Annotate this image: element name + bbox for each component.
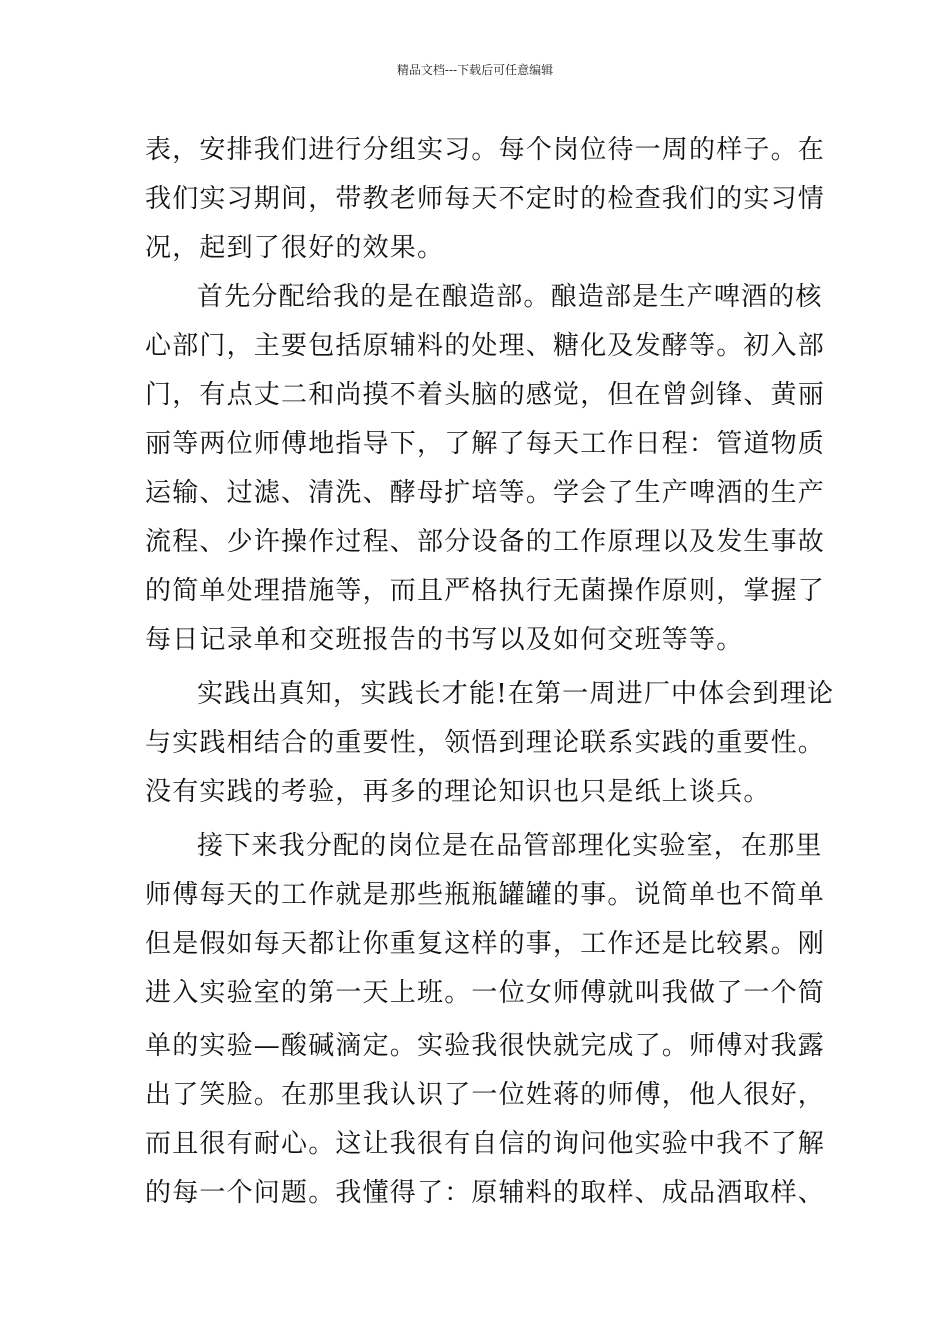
text-line: 我们实习期间，带教老师每天不定时的检查我们的实习情 <box>145 184 826 214</box>
paragraph-first-line: 首先分配给我的是在酿造部。酿造部是生产啤酒的核 <box>197 282 823 312</box>
text-line: 心部门，主要包括原辅料的处理、糖化及发酵等。初入部 <box>145 331 826 361</box>
text-line: 师傅每天的工作就是那些瓶瓶罐罐的事。说简单也不简单 <box>145 880 826 910</box>
text-line: 每日记录单和交班报告的书写以及如何交班等等。 <box>145 625 744 655</box>
text-line: 没有实践的考验，再多的理论知识也只是纸上谈兵。 <box>145 777 771 807</box>
text-line: 的简单处理措施等，而且严格执行无菌操作原则，掌握了 <box>145 576 826 606</box>
text-line: 单的实验—酸碱滴定。实验我很快就完成了。师傅对我露 <box>145 1031 826 1061</box>
text-line: 进入实验室的第一天上班。一位女师傅就叫我做了一个简 <box>145 978 826 1008</box>
text-line: 流程、少许操作过程、部分设备的工作原理以及发生事故 <box>145 527 826 557</box>
page-header: 精品文档---下载后可任意编辑 <box>396 63 554 77</box>
text-line: 而且很有耐心。这让我很有自信的询问他实验中我不了解 <box>145 1129 826 1159</box>
paragraph-first-line: 实践出真知，实践长才能!在第一周进厂中体会到理论 <box>197 679 835 709</box>
text-line: 的每一个问题。我懂得了：原辅料的取样、成品酒取样、 <box>145 1178 826 1208</box>
text-line: 出了笑脸。在那里我认识了一位姓蒋的师傅，他人很好， <box>145 1080 826 1110</box>
text-line: 门，有点丈二和尚摸不着头脑的感觉，但在曾剑锋、黄丽 <box>145 380 826 410</box>
text-line: 与实践相结合的重要性，领悟到理论联系实践的重要性。 <box>145 728 826 758</box>
text-line: 表，安排我们进行分组实习。每个岗位待一周的样子。在 <box>145 135 826 165</box>
text-line: 况，起到了很好的效果。 <box>145 233 445 263</box>
text-line: 丽等两位师傅地指导下，了解了每天工作日程：管道物质 <box>145 429 826 459</box>
paragraph-first-line: 接下来我分配的岗位是在品管部理化实验室，在那里 <box>197 831 823 861</box>
text-line: 但是假如每天都让你重复这样的事，工作还是比较累。刚 <box>145 929 826 959</box>
text-line: 运输、过滤、清洗、酵母扩培等。学会了生产啤酒的生产 <box>145 478 826 508</box>
